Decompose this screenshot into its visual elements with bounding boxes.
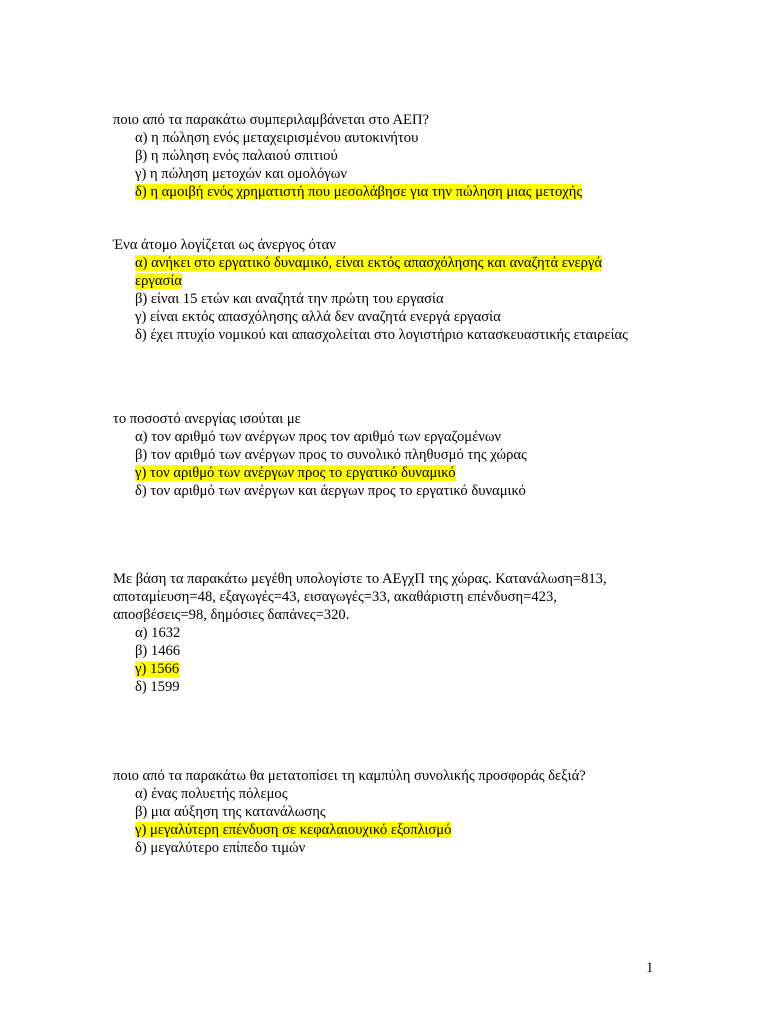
question-3-option-b: β) τον αριθμό των ανέργων προς το συνολικό πληθυσμό της χώρας: [135, 447, 527, 463]
highlighted-answer: γ) 1566: [135, 661, 180, 677]
question-2-stem: Ένα άτομο λογίζεται ως άνεργος όταν: [113, 237, 336, 253]
question-1-option-d: [113, 183, 643, 201]
question-4-option-b: β) 1466: [135, 643, 181, 659]
question-3-option-c: [113, 464, 643, 482]
highlighted-answer: δ) η αμοιβή ενός χρηματιστή που μεσολάβησε για την πώληση μιας μετοχής: [135, 184, 583, 200]
question-1-option-c: γ) η πώληση μετοχών και ομολόγων: [135, 166, 347, 182]
question-5-option-a: α) ένας πολυετής πόλεμος: [135, 786, 288, 802]
question-2-option-b: β) είναι 15 ετών και αναζητά την πρώτη του εργασία: [135, 291, 444, 307]
question-5-option-c: [113, 821, 643, 839]
question-2-options: [113, 254, 643, 344]
question-5: [113, 767, 643, 857]
question-1: [113, 111, 643, 201]
question-3-option-a: α) τον αριθμό των ανέργων προς τον αριθμό των εργαζομένων: [135, 429, 502, 445]
question-5-option-d: δ) μεγαλύτερο επίπεδο τιμών: [135, 840, 306, 856]
question-3-options: [113, 428, 643, 500]
question-4-option-d: δ) 1599: [135, 679, 180, 695]
highlighted-answer: γ) μεγαλύτερη επένδυση σε κεφαλαιουχικό εξοπλισμό: [135, 822, 452, 838]
question-4-option-c: [113, 660, 643, 678]
question-4-option-a: α) 1632: [135, 625, 181, 641]
question-3-stem: το ποσοστό ανεργίας ισούται με: [113, 411, 301, 427]
question-5-options: [113, 785, 643, 857]
question-2-option-c: γ) είναι εκτός απασχόλησης αλλά δεν αναζητά ενεργά εργασία: [135, 309, 501, 325]
question-1-option-a: α) η πώληση ενός μεταχειρισμένου αυτοκινήτου: [135, 130, 419, 146]
question-4-stem: Με βάση τα παρακάτω μεγέθη υπολογίστε το ΑΕγχΠ της χώρας. Κατανάλωση=813, αποταμίευση=48, εξαγωγές=43, εισαγωγές=33, ακαθάριστη επένδυση=423, αποσβέσεις=98, δημόσιες δαπάνες=320.: [113, 571, 607, 623]
highlighted-answer: γ) τον αριθμό των ανέργων προς το εργατικό δυναμικό: [135, 465, 456, 481]
highlighted-answer: α) ανήκει στο εργατικό δυναμικό, είναι εκτός απασχόλησης και αναζητά ενεργά εργασία: [135, 255, 603, 289]
question-2-option-a: [113, 254, 625, 290]
question-3-option-d: δ) τον αριθμό των ανέργων και άεργων προς το εργατικό δυναμικό: [135, 483, 526, 499]
question-5-option-b: β) μια αύξηση της κατανάλωσης: [135, 804, 326, 820]
question-3: [113, 410, 643, 500]
question-1-options: [113, 129, 643, 201]
question-1-stem: ποιο από τα παρακάτω συμπεριλαμβάνεται στο ΑΕΠ?: [113, 112, 429, 128]
question-5-stem: ποιο από τα παρακάτω θα μετατοπίσει τη καμπύλη συνολικής προσφοράς δεξιά?: [113, 768, 586, 784]
question-1-option-b: β) η πώληση ενός παλαιού σπιτιού: [135, 148, 338, 164]
question-2: [113, 236, 643, 344]
question-4-options: [113, 624, 643, 696]
page-number: 1: [646, 960, 654, 976]
question-4: [113, 570, 643, 696]
question-2-option-d: δ) έχει πτυχίο νομικού και απασχολείται στο λογιστήριο κατασκευαστικής εταιρείας: [135, 327, 628, 343]
